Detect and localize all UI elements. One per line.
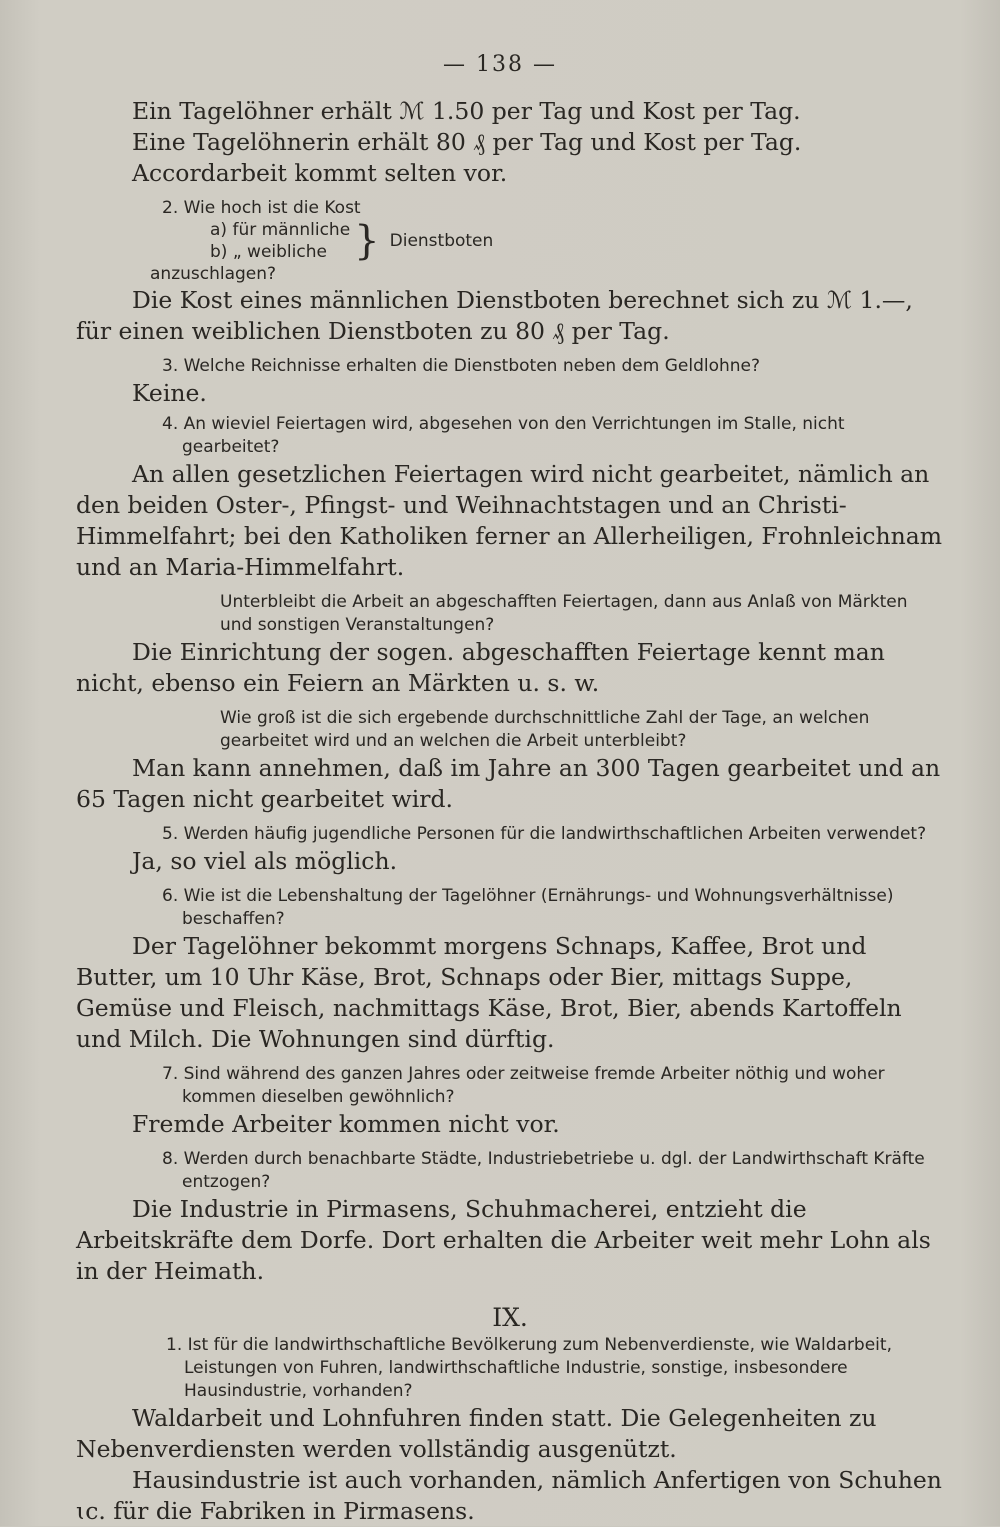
answer-2: Die Kost eines männlichen Dienstboten berechnet sich zu ℳ 1.—, für einen weiblichen Dienstboten zu 80 ₰ per Tag. bbox=[76, 286, 913, 345]
answer-5: Ja, so viel als möglich. bbox=[132, 847, 398, 875]
curly-brace-symbol: } bbox=[354, 218, 380, 264]
page-content bbox=[76, 96, 944, 1527]
question-4c: Wie groß ist die sich ergebende durchschnittliche Zahl der Tage, an welchen gearbeitet wird und an welchen die Arbeit unterbleibt? bbox=[220, 708, 870, 751]
question-9: 1. Ist für die landwirthschaftliche Bevölkerung zum Nebenverdienste, wie Waldarbeit, Leistungen von Fuhren, landwirthschaftliche Industrie, sonstige, insbesondere Hausindustrie, vorhanden? bbox=[166, 1335, 892, 1401]
answer-4: An allen gesetzlichen Feiertagen wird nicht gearbeitet, nämlich an den beiden Oster-, Pfingst- und Weihnachtstagen und an Christi-Himmelfahrt; bei den Katholiken ferner an Allerheiligen, Frohnleichnam und an Maria-Himmelfahrt. bbox=[76, 460, 943, 581]
paragraph-wage-male: Ein Tagelöhner erhält ℳ 1.50 per Tag und Kost per Tag. bbox=[132, 97, 801, 125]
question-4: 4. An wieviel Feiertagen wird, abgesehen von den Verrichtungen im Stalle, nicht gearbeitet? bbox=[162, 414, 845, 457]
question-6: 6. Wie ist die Lebenshaltung der Tagelöhner (Ernährungs- und Wohnungsverhältnisse) beschaffen? bbox=[162, 886, 894, 929]
answer-7: Fremde Arbeiter kommen nicht vor. bbox=[132, 1110, 560, 1138]
question-2-options bbox=[210, 219, 944, 263]
paragraph-wage-female: Eine Tagelöhnerin erhält 80 ₰ per Tag und Kost per Tag. bbox=[132, 128, 802, 156]
answer-4b: Die Einrichtung der sogen. abgeschafften Feiertage kennt man nicht, ebenso ein Feiern an Märkten u. s. w. bbox=[76, 638, 885, 697]
question-2 bbox=[150, 197, 944, 285]
answer-9a: Waldarbeit und Lohnfuhren finden statt. Die Gelegenheiten zu Nebenverdiensten werden vollständig ausgenützt. bbox=[76, 1404, 877, 1463]
question-7: 7. Sind während des ganzen Jahres oder zeitweise fremde Arbeiter nöthig und woher kommen dieselben gewöhnlich? bbox=[162, 1064, 885, 1107]
answer-9b: Hausindustrie ist auch vorhanden, nämlich Anfertigen von Schuhen ɩc. für die Fabriken in Pirmasens. bbox=[76, 1466, 942, 1525]
answer-6: Der Tagelöhner bekommt morgens Schnaps, Kaffee, Brot und Butter, um 10 Uhr Käse, Brot, Schnaps oder Bier, mittags Suppe, Gemüse und Fleisch, nachmittags Käse, Brot, Bier, abends Kartoffeln und Milch. Die Wohnungen sind dürftig. bbox=[76, 932, 902, 1053]
paragraph-piecework: Accordarbeit kommt selten vor. bbox=[132, 159, 508, 187]
question-2-option-b: b) „ weibliche bbox=[210, 242, 327, 262]
section-heading: IX. bbox=[492, 1303, 528, 1332]
answer-4c: Man kann annehmen, daß im Jahre an 300 Tagen gearbeitet und an 65 Tagen nicht gearbeitet wird. bbox=[76, 754, 941, 813]
question-5: 5. Werden häufig jugendliche Personen für die landwirthschaftlichen Arbeiten verwendet? bbox=[162, 824, 927, 844]
question-2-intro: 2. Wie hoch ist die Kost bbox=[162, 198, 361, 218]
answer-3: Keine. bbox=[132, 379, 207, 407]
question-2-option-a: a) für männliche bbox=[210, 220, 351, 240]
question-2-brace-label: Dienstboten bbox=[389, 231, 494, 251]
question-4b: Unterbleibt die Arbeit an abgeschafften Feiertagen, dann aus Anlaß von Märkten und sonstigen Veranstaltungen? bbox=[220, 592, 908, 635]
question-2-end: anzuschlagen? bbox=[150, 264, 277, 284]
question-3: 3. Welche Reichnisse erhalten die Dienstboten neben dem Geldlohne? bbox=[162, 356, 761, 376]
answer-8: Die Industrie in Pirmasens, Schuhmacherei, entzieht die Arbeitskräfte dem Dorfe. Dort erhalten die Arbeiter weit mehr Lohn als in der Heimath. bbox=[76, 1195, 931, 1285]
question-8: 8. Werden durch benachbarte Städte, Industriebetriebe u. dgl. der Landwirthschaft Kräfte entzogen? bbox=[162, 1149, 925, 1192]
page-number: — 138 — bbox=[443, 52, 557, 77]
